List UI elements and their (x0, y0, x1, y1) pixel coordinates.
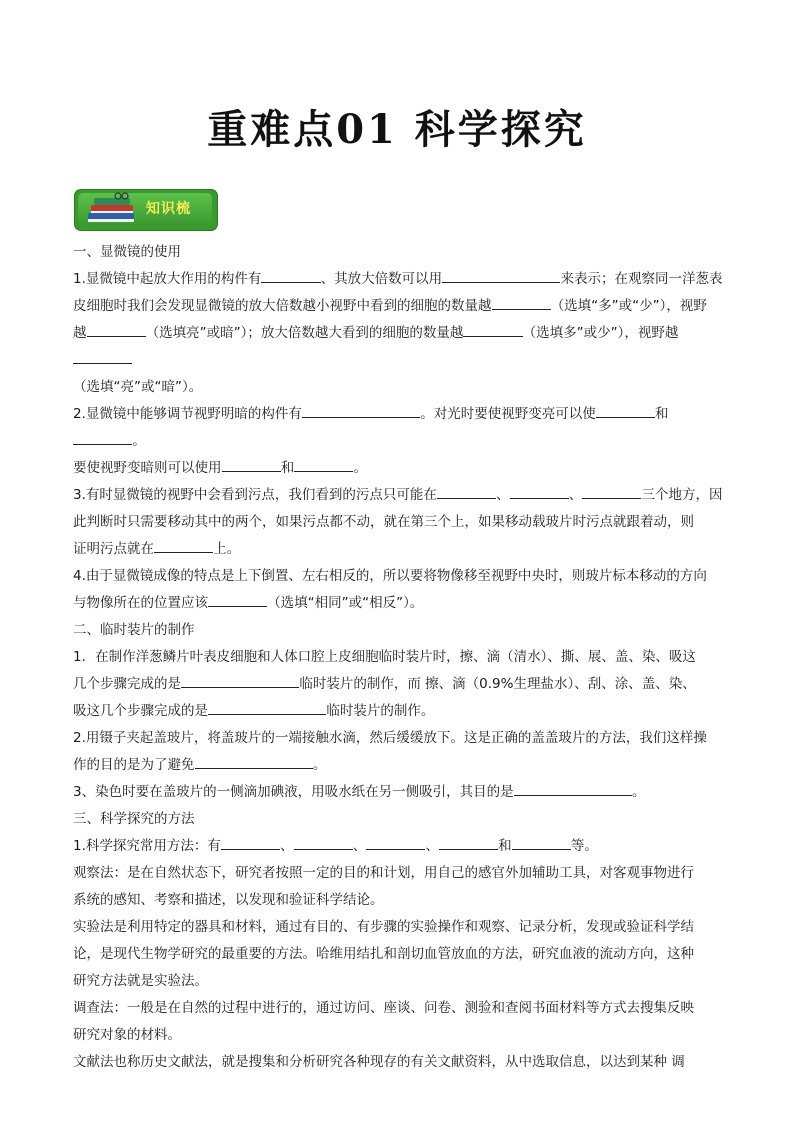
text-line: 实验法是利用特定的器具和材料，通过有目的、有步骤的实验操作和观察、记录分析，发现或验证科学结 (73, 919, 694, 935)
fill-in-blank[interactable] (73, 348, 132, 364)
text-line: 要使视野变暗则可以使用 和 。 (73, 455, 723, 482)
text-line: 研究方法就是实验法。 (73, 973, 208, 989)
fill-in-blank[interactable] (512, 834, 571, 850)
fill-in-blank[interactable] (596, 402, 655, 418)
text-line: 作的目的是为了避免 。 (73, 752, 723, 779)
text-line: 1．在制作洋葱鳞片叶表皮细胞和人体口腔上皮细胞临时装片时，擦、滴（清水）、撕、展、盖、染、吸这 (73, 649, 696, 665)
fill-in-blank[interactable] (492, 294, 551, 310)
text-line: 此判断时只需要移动其中的两个，如果污点都不动，就在第三个上，如果移动载玻片时污点就跟着动，则 (73, 514, 694, 530)
text-line: 2.显微镜中能够调节视野明暗的构件有 。对光时要使视野变亮可以使 和。 (73, 401, 723, 455)
knowledge-badge (74, 187, 216, 231)
fill-in-blank[interactable] (87, 321, 146, 337)
fill-in-blank[interactable] (222, 456, 281, 472)
text-line: 论，是现代生物学研究的最重要的方法。哈维用结扎和剖切血管放血的方法，研究血液的流动方向，这种 (73, 946, 694, 962)
fill-in-blank[interactable] (195, 753, 313, 769)
fill-in-blank[interactable] (208, 591, 267, 607)
text-line: 与物像所在的位置应该 （选填“相同”或“相反”）。 (73, 590, 723, 617)
fill-in-blank[interactable] (366, 834, 425, 850)
text-line: 3.有时显微镜的视野中会看到污点，我们看到的污点只可能在 、 、 三个地方，因 (73, 482, 723, 509)
text-line: 一、显微镜的使用 (73, 244, 181, 260)
fill-in-blank[interactable] (294, 834, 353, 850)
fill-in-blank[interactable] (442, 267, 560, 283)
text-line: 调查法：一般是在自然的过程中进行的，通过访问、座谈、问卷、测验和查阅书面材料等方式去搜集反映 (73, 1000, 694, 1016)
text-line: 研究对象的材料。 (73, 1027, 181, 1043)
text-line: 越 （选填亮”或暗”）；放大倍数越大看到的细胞的数量越 （选填多”或少”），视野越 (73, 320, 723, 374)
fill-in-blank[interactable] (439, 834, 498, 850)
text-line: 几个步骤完成的是 临时装片的制作，而 擦、滴（0.9%生理盐水）、刮、涂、盖、染、 (73, 671, 723, 698)
text-line: 文献法也称历史文献法，就是搜集和分析研究各种现存的有关文献资料，从中选取信息，以达到某种 调 (73, 1054, 685, 1070)
text-line: 观察法：是在自然状态下，研究者按照一定的目的和计划，用自己的感官外加辅助工具，对客观事物进行 (73, 865, 694, 881)
text-line: 1.科学探究常用方法：有 、 、 、 和 等。 (73, 833, 723, 860)
document-body (73, 239, 723, 1076)
fill-in-blank[interactable] (582, 483, 641, 499)
fill-in-blank[interactable] (463, 321, 522, 337)
text-line: 三、科学探究的方法 (73, 811, 195, 827)
fill-in-blank[interactable] (261, 267, 320, 283)
text-line: 1.显微镜中起放大作用的构件有 、其放大倍数可以用 来表示；在观察同一洋葱表 (73, 266, 723, 293)
text-line: （选填“亮”或“暗”）。 (73, 379, 203, 395)
fill-in-blank[interactable] (514, 780, 632, 796)
fill-in-blank[interactable] (154, 537, 213, 553)
text-line: 证明污点就在 上。 (73, 536, 723, 563)
text-line: 吸这几个步骤完成的是 临时装片的制作。 (73, 698, 723, 725)
fill-in-blank[interactable] (510, 483, 569, 499)
text-line: 系统的感知、考察和描述，以发现和验证科学结论。 (73, 892, 384, 908)
fill-in-blank[interactable] (302, 402, 420, 418)
fill-in-blank[interactable] (208, 699, 326, 715)
text-line: 二、临时装片的制作 (73, 622, 195, 638)
text-line: 2.用镊子夹起盖玻片，将盖玻片的一端接触水滴，然后缓缓放下。这是正确的盖盖玻片的方法，我们这样操 (73, 730, 707, 746)
badge-label: 知识梳 (146, 201, 191, 217)
books-icon (84, 191, 142, 227)
fill-in-blank[interactable] (437, 483, 496, 499)
fill-in-blank[interactable] (294, 456, 353, 472)
text-line: 3、染色时要在盖玻片的一侧滴加碘液，用吸水纸在另一侧吸引，其目的是 。 (73, 779, 723, 806)
text-line: 皮细胞时我们会发现显微镜的放大倍数越小视野中看到的细胞的数量越 （选填“多”或“少”），视野 (73, 293, 723, 320)
text-line: 4.由于显微镜成像的特点是上下倒置、左右相反的，所以要将物像移至视野中央时，则玻片标本移动的方向 (73, 568, 707, 584)
fill-in-blank[interactable] (73, 429, 132, 445)
fill-in-blank[interactable] (181, 672, 299, 688)
fill-in-blank[interactable] (221, 834, 280, 850)
page-title: 重难点01 科学探究 (207, 106, 587, 153)
